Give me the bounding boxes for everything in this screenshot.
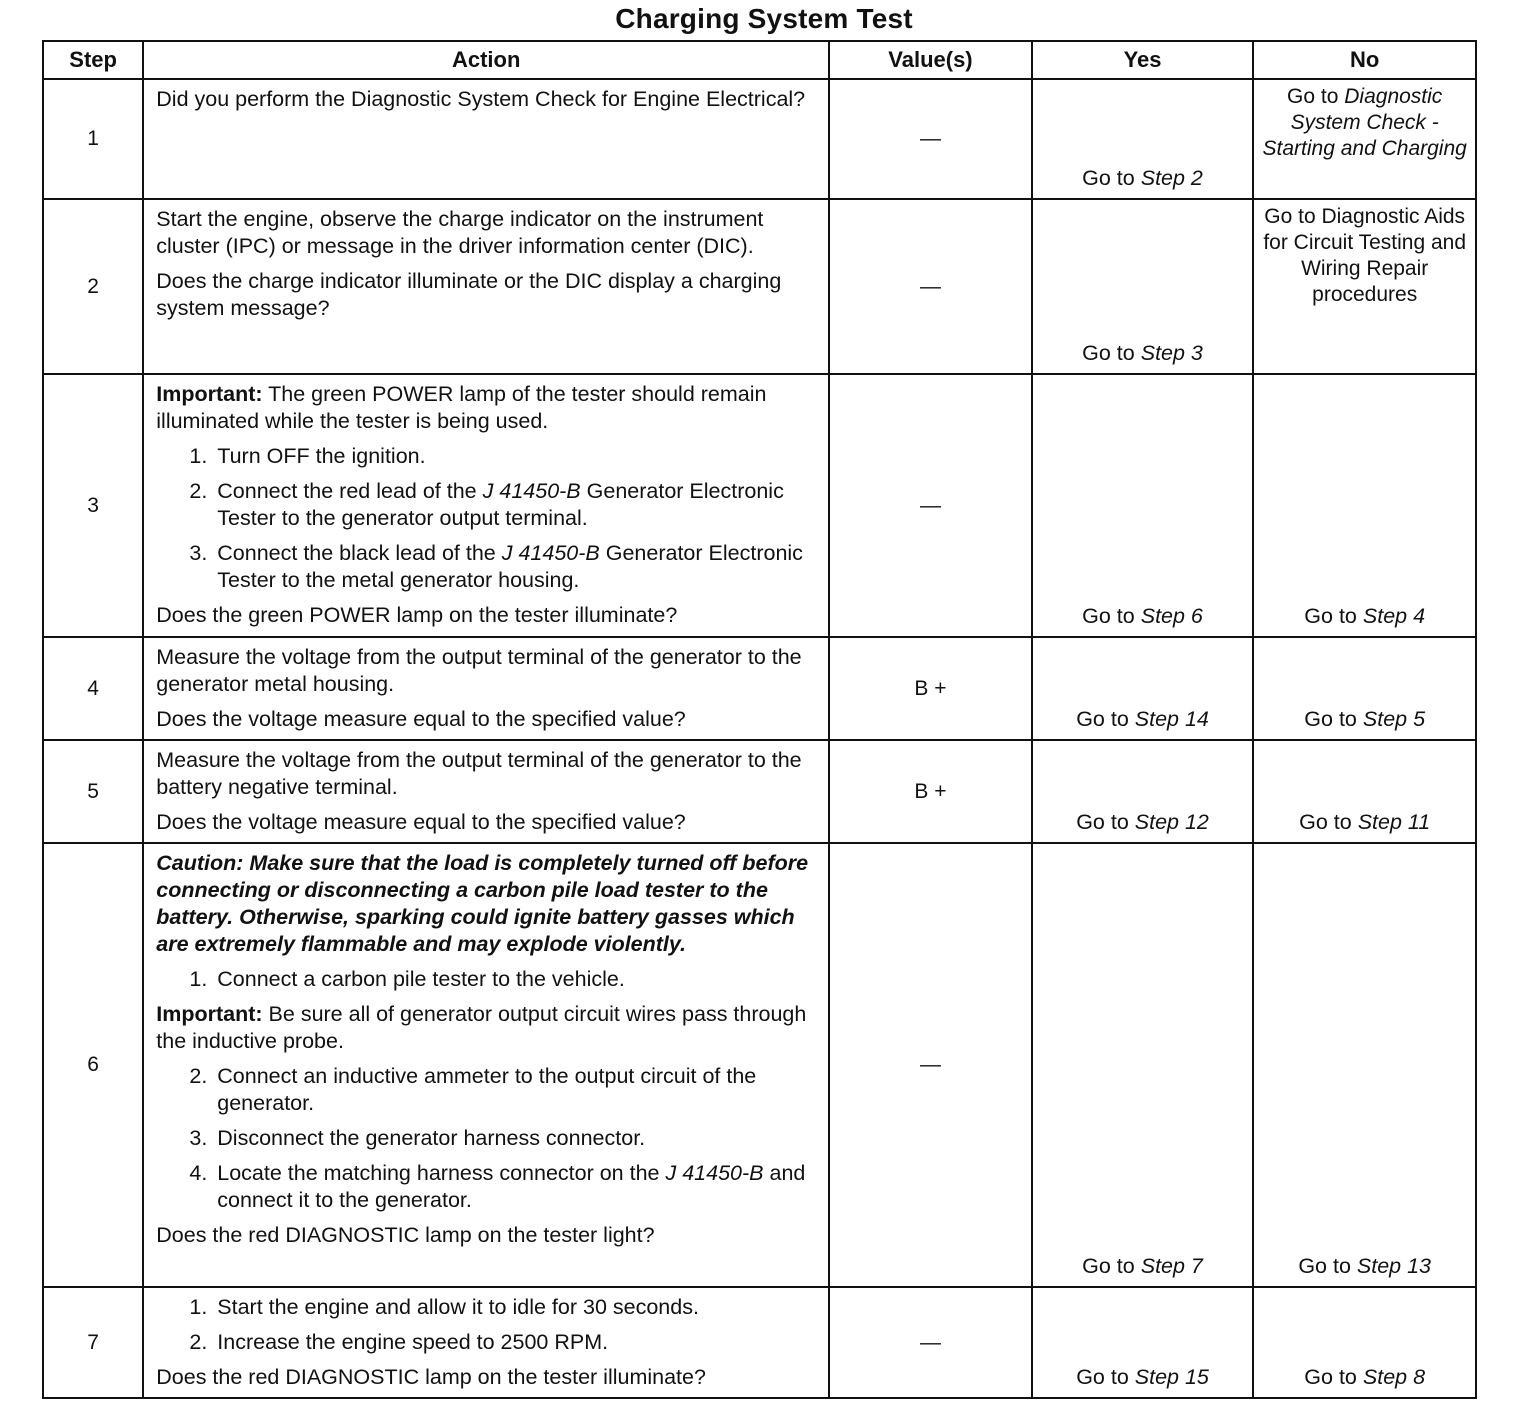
no-cell — [1253, 843, 1476, 1287]
action-text: Did you perform the Diagnostic System Check for Engine Electrical? — [156, 87, 806, 111]
go-to-label: Go to — [1082, 166, 1135, 190]
header-row — [43, 41, 1476, 79]
value-cell: — — [829, 843, 1032, 1287]
action-question: Does the charge indicator illuminate or the DIC display a charging system message? — [156, 269, 782, 320]
action-text: Measure the voltage from the output terminal of the generator to the generator metal housing. — [156, 645, 802, 696]
action-text: Measure the voltage from the output terminal of the generator to the battery negative terminal. — [156, 748, 802, 799]
header-action: Action — [143, 41, 829, 79]
procedure-list — [156, 966, 816, 993]
tool-reference: J 41450-B — [482, 479, 581, 503]
action-cell — [143, 79, 829, 199]
important-label: Important: — [156, 382, 263, 406]
value-cell: — — [829, 79, 1032, 199]
table-row — [43, 740, 1476, 843]
list-item: 1. Connect a carbon pile tester to the vehicle. — [213, 966, 816, 993]
no-procedure-link[interactable]: Go to Diagnostic Aids for Circuit Testing and Wiring Repair procedures — [1263, 205, 1467, 306]
table-row — [43, 637, 1476, 740]
list-item: 2. Connect the red lead of the J 41450-B Generator Electronic Tester to the generator output terminal. — [213, 478, 816, 532]
yes-cell — [1032, 740, 1254, 843]
step-number: 4 — [43, 637, 143, 740]
charging-system-test-table — [42, 40, 1477, 1399]
table-row — [43, 79, 1476, 199]
header-yes: Yes — [1032, 41, 1254, 79]
list-item: 2. Connect an inductive ammeter to the output circuit of the generator. — [213, 1063, 816, 1117]
action-text: Start the engine, observe the charge indicator on the instrument cluster (IPC) or message in the driver information center (DIC). — [156, 207, 764, 258]
go-to-label: Go to — [1298, 1254, 1351, 1278]
go-to-label: Go to — [1082, 604, 1135, 628]
procedure-list — [156, 1294, 816, 1356]
no-cell — [1253, 1287, 1476, 1398]
list-item: 4. Locate the matching harness connector on the J 41450-B and connect it to the generator. — [213, 1160, 816, 1214]
header-values: Value(s) — [829, 41, 1032, 79]
action-cell — [143, 637, 829, 740]
action-cell — [143, 1287, 829, 1398]
action-cell — [143, 199, 829, 374]
yes-cell — [1032, 374, 1254, 637]
step-number: 1 — [43, 79, 143, 199]
action-question: Does the voltage measure equal to the specified value? — [156, 707, 686, 731]
value-cell: B + — [829, 740, 1032, 843]
yes-cell — [1032, 199, 1254, 374]
go-to-label: Go to — [1299, 810, 1352, 834]
procedure-list — [156, 1063, 816, 1214]
no-step-link[interactable]: Step 8 — [1362, 1365, 1426, 1389]
yes-step-link[interactable]: Step 6 — [1140, 604, 1203, 628]
yes-step-link[interactable]: Step 12 — [1134, 810, 1209, 834]
step-number: 6 — [43, 843, 143, 1287]
action-question: Does the voltage measure equal to the specified value? — [156, 810, 686, 834]
value-cell: — — [829, 1287, 1032, 1398]
yes-step-link[interactable]: Step 7 — [1140, 1254, 1203, 1278]
header-step: Step — [43, 41, 143, 79]
header-no: No — [1253, 41, 1476, 79]
go-to-label: Go to — [1076, 707, 1129, 731]
action-cell — [143, 374, 829, 637]
no-step-link[interactable]: Step 4 — [1362, 604, 1426, 628]
action-cell — [143, 843, 829, 1287]
go-to-label: Go to — [1304, 707, 1357, 731]
list-item: 1. Start the engine and allow it to idle for 30 seconds. — [213, 1294, 816, 1321]
table-row — [43, 199, 1476, 374]
action-question: Does the red DIAGNOSTIC lamp on the tester light? — [156, 1223, 655, 1247]
no-cell — [1253, 79, 1476, 199]
step-number: 3 — [43, 374, 143, 637]
go-to-label: Go to — [1304, 1365, 1357, 1389]
no-cell — [1253, 740, 1476, 843]
value-cell: B + — [829, 637, 1032, 740]
yes-step-link[interactable]: Step 2 — [1140, 166, 1203, 190]
go-to-label: Go to — [1082, 1254, 1135, 1278]
no-step-link[interactable]: Step 5 — [1362, 707, 1426, 731]
important-text: Be sure all of generator output circuit wires pass through the inductive probe. — [156, 1002, 807, 1053]
yes-cell — [1032, 843, 1254, 1287]
table-row — [43, 1287, 1476, 1398]
yes-cell — [1032, 637, 1254, 740]
important-note — [156, 381, 816, 435]
tool-reference: J 41450-B — [665, 1161, 764, 1185]
step-number: 7 — [43, 1287, 143, 1398]
value-cell: — — [829, 199, 1032, 374]
go-to-label: Go to — [1304, 604, 1357, 628]
yes-step-link[interactable]: Step 3 — [1140, 341, 1203, 365]
go-to-label: Go to — [1287, 85, 1339, 108]
step-number: 5 — [43, 740, 143, 843]
no-cell — [1253, 637, 1476, 740]
tool-reference: J 41450-B — [501, 541, 600, 565]
no-procedure-link[interactable]: Diagnostic System Check - Starting and Charging — [1262, 85, 1467, 160]
important-label: Important: — [156, 1002, 263, 1026]
caution-note: Caution: Make sure that the load is completely turned off before connecting or disconnecting a carbon pile load tester to the battery. Otherwise, sparking could ignite battery gasses which are extremely flammable and may explode violently. — [156, 851, 809, 956]
yes-cell — [1032, 79, 1254, 199]
yes-cell — [1032, 1287, 1254, 1398]
yes-step-link[interactable]: Step 14 — [1134, 707, 1209, 731]
go-to-label: Go to — [1076, 810, 1129, 834]
action-question: Does the red DIAGNOSTIC lamp on the tester illuminate? — [156, 1365, 706, 1389]
go-to-label: Go to — [1082, 341, 1135, 365]
no-cell — [1253, 374, 1476, 637]
list-item: 3. Connect the black lead of the J 41450-B Generator Electronic Tester to the metal generator housing. — [213, 540, 816, 594]
important-note — [156, 1001, 816, 1055]
action-question: Does the green POWER lamp on the tester illuminate? — [156, 603, 678, 627]
table-row — [43, 843, 1476, 1287]
list-item: 1. Turn OFF the ignition. — [213, 443, 816, 470]
action-cell — [143, 740, 829, 843]
important-text: The green POWER lamp of the tester should remain illuminated while the tester is being used. — [156, 382, 767, 433]
list-item: 3. Disconnect the generator harness connector. — [213, 1125, 816, 1152]
go-to-label: Go to — [1076, 1365, 1129, 1389]
no-step-link[interactable]: Step 11 — [1357, 810, 1431, 834]
page-title: Charging System Test — [615, 3, 913, 34]
yes-step-link[interactable]: Step 15 — [1134, 1365, 1209, 1389]
step-number: 2 — [43, 199, 143, 374]
value-cell: — — [829, 374, 1032, 637]
no-step-link[interactable]: Step 13 — [1356, 1254, 1432, 1278]
no-cell — [1253, 199, 1476, 374]
table-row — [43, 374, 1476, 637]
list-item: 2. Increase the engine speed to 2500 RPM. — [213, 1329, 816, 1356]
procedure-list — [156, 443, 816, 594]
